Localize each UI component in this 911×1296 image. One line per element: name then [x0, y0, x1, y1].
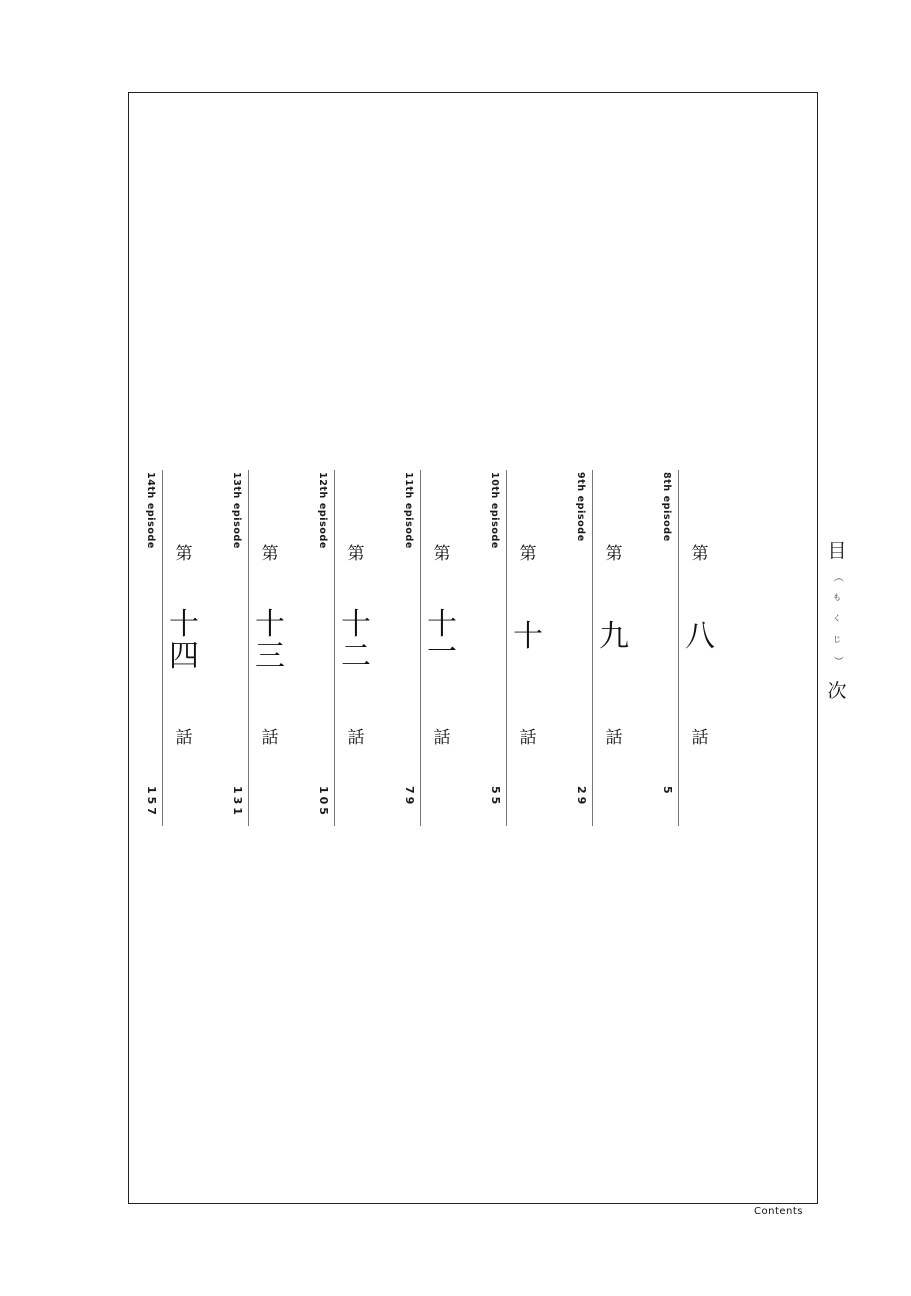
episode-label: 10th episode [489, 472, 500, 549]
title-last-char: 次 [827, 680, 847, 702]
episode-dai: 第 [519, 544, 537, 564]
episode-label: 9th episode [575, 472, 586, 542]
episode-number: 十 [427, 607, 457, 642]
episode-number: 十 [513, 619, 543, 654]
episode-number: 三 [255, 639, 285, 674]
title-first-char: 目 [827, 540, 847, 562]
episode-entry-12[interactable] [317, 470, 394, 830]
episode-number: 九 [599, 619, 629, 654]
episode-wa: 話 [175, 728, 193, 748]
reading-open-paren: （ [832, 572, 843, 582]
episode-dai: 第 [605, 544, 623, 564]
episode-label: 12th episode [317, 472, 328, 549]
episode-number: 四 [169, 639, 199, 674]
episode-page-number: 5 [661, 786, 674, 797]
episode-number: 一 [427, 635, 457, 670]
episode-wa: 話 [605, 728, 623, 748]
episode-dai: 第 [433, 544, 451, 564]
episode-number: 八 [685, 619, 715, 654]
reading-char: も [833, 593, 841, 602]
episode-page-number: 79 [403, 786, 416, 808]
episode-number: 十 [169, 607, 199, 642]
episode-number: 十 [255, 607, 285, 642]
episode-entry-8[interactable] [661, 470, 738, 830]
episode-entry-10[interactable] [489, 470, 566, 830]
episode-dai: 第 [347, 544, 365, 564]
episode-rule [162, 470, 163, 826]
episode-page-number: 131 [231, 786, 244, 818]
episode-entry-9[interactable] [575, 470, 652, 830]
reading-char: じ [833, 635, 841, 644]
episode-wa: 話 [433, 728, 451, 748]
episode-label: 13th episode [231, 472, 242, 549]
contents-footer-label: Contents [754, 1206, 803, 1217]
episode-wa: 話 [261, 728, 279, 748]
episode-rule [248, 470, 249, 826]
episode-page-number: 157 [145, 786, 158, 818]
episode-wa: 話 [519, 728, 537, 748]
episode-rule [506, 470, 507, 826]
episode-number: 二 [341, 639, 371, 674]
episode-rule [420, 470, 421, 826]
contents-title [826, 540, 848, 702]
episode-entry-14[interactable] [145, 470, 222, 830]
episode-dai: 第 [175, 544, 193, 564]
episode-page-number: 105 [317, 786, 330, 818]
episode-dai: 第 [261, 544, 279, 564]
episode-rule [334, 470, 335, 826]
episode-rule [678, 470, 679, 826]
reading-close-paren: ） [832, 656, 843, 666]
reading-char: く [833, 614, 841, 623]
episode-label: 8th episode [661, 472, 672, 542]
episode-rule [592, 470, 593, 826]
episode-entry-11[interactable] [403, 470, 480, 830]
episode-dai: 第 [691, 544, 709, 564]
episode-page-number: 55 [489, 786, 502, 808]
episode-label: 11th episode [403, 472, 414, 549]
episode-entry-13[interactable] [231, 470, 308, 830]
title-reading [832, 572, 842, 666]
episode-number: 十 [341, 607, 371, 642]
episode-page-number: 29 [575, 786, 588, 808]
episode-label: 14th episode [145, 472, 156, 549]
episode-wa: 話 [347, 728, 365, 748]
episode-wa: 話 [691, 728, 709, 748]
